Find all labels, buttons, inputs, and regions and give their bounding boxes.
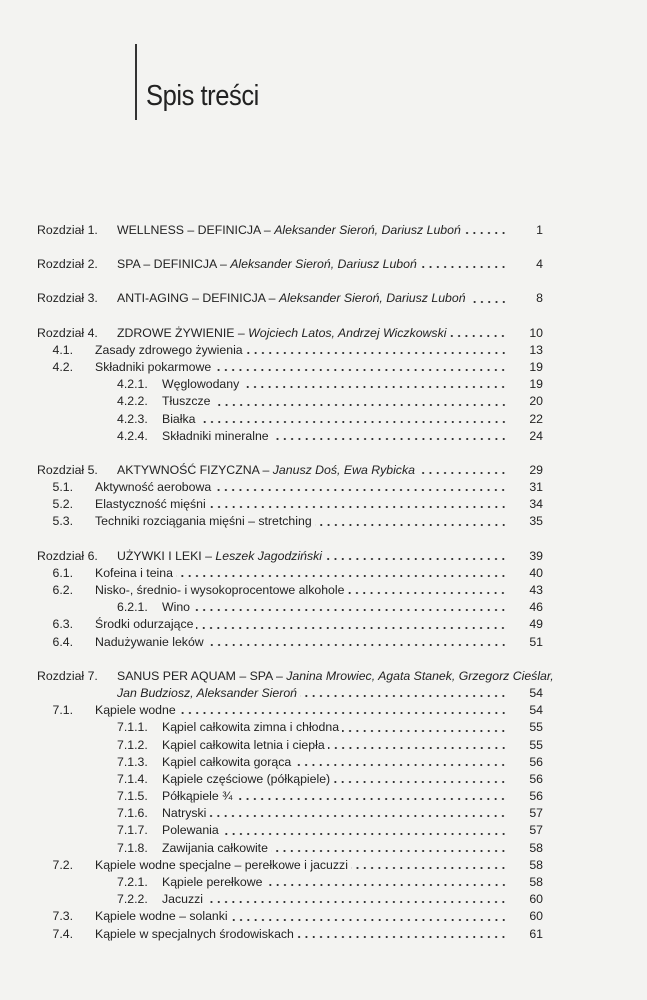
toc-chapter-entry (37, 325, 543, 342)
page-number: 40 (529, 565, 543, 580)
toc-subsection-entry (37, 376, 543, 393)
page-number: 35 (529, 514, 543, 529)
toc-subsection-entry (37, 805, 543, 822)
page-number: 55 (529, 737, 543, 752)
entry-title-text: Zawijania całkowite (162, 840, 268, 855)
section-number: 4.1. (52, 342, 73, 357)
toc-entry (37, 496, 543, 513)
dot-leader (231, 918, 507, 922)
entry-authors: Jan Budziosz, Aleksander Sieroń (117, 685, 297, 700)
entry-title-text: Środki odurzające (95, 617, 194, 632)
toc-entry (37, 908, 543, 925)
toc-subsection-entry (37, 411, 543, 428)
toc-subsection-entry (37, 428, 543, 445)
toc-subsection-entry (37, 754, 543, 771)
page-number: 56 (529, 771, 543, 786)
entry-title-text: Aktywność aerobowa (95, 480, 212, 495)
entry-title (95, 496, 206, 513)
section-number: 5.1. (52, 480, 73, 495)
section-number: 7.4. (52, 926, 73, 941)
dot-leader (418, 471, 507, 475)
subsection-number: 7.1.6. (117, 806, 148, 821)
entry-title-text: Nadużywanie leków (95, 634, 204, 649)
section-number: 5.3. (52, 514, 73, 529)
entry-title (162, 411, 196, 428)
entry-title-text: Polewania (162, 823, 219, 838)
toc-chapter-entry (37, 668, 554, 685)
section-number: 6.2. (52, 583, 73, 597)
dot-leader (214, 368, 507, 372)
dot-leader (214, 403, 507, 407)
entry-title (162, 891, 203, 908)
page-number: 19 (529, 359, 543, 374)
dot-leader (272, 437, 507, 441)
page-number: 58 (529, 840, 543, 855)
subsection-number: 4.2.3. (117, 411, 148, 426)
page-number: 54 (529, 685, 543, 700)
entry-title-text: SANUS PER AQUAM – SPA – (117, 668, 287, 683)
page-number: 57 (529, 806, 543, 821)
toc-entry (37, 342, 543, 359)
entry-title (162, 393, 211, 410)
subsection-number: 6.2.1. (117, 600, 148, 615)
page-number: 43 (529, 583, 543, 597)
section-number: 6.4. (52, 634, 73, 649)
page-number: 60 (529, 909, 543, 924)
toc-entry (37, 582, 543, 599)
entry-title-text: SPA – DEFINICJA – (117, 257, 231, 272)
page-number: 39 (529, 548, 543, 563)
page-number: 4 (536, 257, 543, 272)
toc-entry (37, 685, 543, 702)
dot-leader (235, 797, 507, 801)
page-number: 60 (529, 892, 543, 907)
subsection-number: 7.2.1. (117, 875, 148, 889)
page-number: 29 (529, 462, 543, 477)
entry-title-text: Białka (162, 411, 196, 426)
page-number: 57 (529, 823, 543, 838)
entry-title-text: WELLNESS – DEFINICJA – (117, 223, 275, 237)
entry-title-text: Węglowodany (162, 377, 240, 392)
toc-entry (37, 702, 543, 719)
section-number: 7.2. (52, 857, 73, 872)
page-number: 46 (529, 600, 543, 615)
toc-subsection-entry (37, 788, 543, 805)
dot-leader (351, 866, 507, 870)
entry-title (95, 857, 348, 874)
entry-title (162, 719, 339, 736)
page-number: 20 (529, 394, 543, 409)
dot-leader (196, 626, 507, 630)
subsection-number: 7.1.4. (117, 771, 148, 786)
page-number: 58 (529, 875, 543, 889)
chapter-label: Rozdział 3. (37, 291, 98, 306)
chapter-label: Rozdział 2. (37, 257, 98, 272)
entry-authors: Wojciech Latos, Andrzej Wiczkowski (248, 325, 447, 340)
page-number: 13 (529, 342, 543, 357)
chapter-label: Rozdział 5. (37, 462, 98, 477)
page-number: 51 (529, 634, 543, 649)
entry-title-text: Kofeina i teina (95, 565, 173, 580)
dot-leader (222, 832, 507, 836)
page-number: 31 (529, 480, 543, 495)
dot-leader (449, 334, 507, 338)
dot-leader (347, 591, 507, 595)
entry-title (117, 548, 322, 565)
page-number: 61 (529, 926, 543, 941)
entry-title (117, 256, 417, 273)
page-number: 22 (529, 411, 543, 426)
entry-title-text: Kąpiele wodne – solanki (95, 909, 228, 924)
entry-title (95, 616, 193, 633)
entry-title-text: Wino (162, 600, 191, 615)
entry-title (117, 222, 461, 239)
subsection-number: 4.2.4. (117, 428, 148, 443)
entry-title (162, 737, 325, 754)
dot-leader (297, 935, 507, 939)
entry-title-text: Kąpiele częściowe (półkąpiele) (162, 771, 331, 786)
entry-title-text: Techniki rozciągania mięśni – stretching (95, 514, 312, 529)
chapter-label: Rozdział 1. (37, 223, 98, 237)
dot-leader (193, 608, 507, 612)
toc-subsection-entry (37, 840, 543, 857)
page-number: 24 (529, 428, 543, 443)
entry-title-text: Kąpiele wodne specjalne – perełkowe i jacuzzi (95, 857, 348, 872)
subsection-number: 7.1.1. (117, 720, 148, 735)
entry-title (117, 290, 466, 307)
toc-subsection-entry (37, 737, 543, 754)
toc-chapter-entry (37, 222, 543, 239)
dot-leader (176, 574, 507, 578)
entry-title-text: Tłuszcze (162, 394, 211, 409)
page-number: 54 (529, 703, 543, 718)
entry-authors: Aleksander Sieroń, Dariusz Luboń (230, 257, 417, 272)
section-number: 7.1. (52, 703, 73, 718)
subsection-number: 7.1.7. (117, 823, 148, 838)
entry-authors: Leszek Jagodziński (215, 548, 323, 563)
toc-subsection-entry (37, 719, 543, 736)
section-number: 6.3. (52, 617, 73, 632)
dot-leader (242, 385, 507, 389)
entry-authors: Aleksander Sieroń, Dariusz Luboń (278, 291, 466, 306)
entry-authors: Janusz Doś, Ewa Rybicka (272, 462, 415, 477)
entry-title (162, 805, 206, 822)
page-number: 56 (529, 789, 543, 804)
toc-subsection-entry (37, 771, 543, 788)
page-number: 49 (529, 617, 543, 632)
entry-title (95, 702, 176, 719)
chapter-label: Rozdział 4. (37, 325, 98, 340)
page-title: Spis treści (146, 80, 259, 112)
dot-leader (271, 849, 507, 853)
toc-chapter-entry (37, 548, 543, 565)
page-number: 58 (529, 857, 543, 872)
chapter-label: Rozdział 7. (37, 668, 98, 683)
dot-leader (209, 814, 507, 818)
entry-title (95, 342, 243, 359)
entry-title-text: Zasady zdrowego żywienia (95, 342, 243, 357)
entry-title (95, 513, 312, 530)
subsection-number: 7.2.2. (117, 892, 148, 907)
page-number: 10 (529, 325, 543, 340)
entry-title (95, 565, 173, 582)
entry-title (95, 582, 344, 599)
entry-title-text: Składniki pokarmowe (95, 359, 212, 374)
toc-entry (37, 857, 543, 874)
dot-leader (464, 231, 507, 235)
entry-title (162, 840, 268, 857)
entry-title (95, 926, 294, 943)
entry-title-text: Natryski (162, 806, 207, 821)
entry-title-text: Kąpiele w specjalnych środowiskach (95, 926, 294, 941)
entry-authors: Aleksander Sieroń, Dariusz Luboń (274, 223, 461, 237)
dot-leader (179, 711, 507, 715)
dot-leader (246, 351, 507, 355)
entry-title-text: ZDROWE ŻYWIENIE – (117, 325, 249, 340)
entry-title (162, 376, 239, 393)
dot-leader (469, 300, 507, 304)
toc-chapter-entry (37, 256, 543, 273)
entry-title (95, 634, 204, 651)
section-number: 4.2. (52, 359, 73, 374)
chapter-label: Rozdział 6. (37, 548, 98, 563)
page-number: 8 (536, 291, 543, 306)
entry-title-text: Kąpiel całkowita gorąca (162, 754, 292, 769)
section-number: 5.2. (52, 497, 73, 512)
toc-subsection-entry (37, 822, 543, 839)
entry-title (95, 359, 211, 376)
entry-title (117, 462, 415, 479)
entry-title (117, 685, 297, 702)
entry-title (162, 822, 219, 839)
dot-leader (333, 780, 507, 784)
subsection-number: 4.2.1. (117, 377, 148, 392)
toc-entry (37, 513, 543, 530)
section-number: 6.1. (52, 565, 73, 580)
toc-entry (37, 479, 543, 496)
section-number: 7.3. (52, 909, 73, 924)
page-number: 19 (529, 377, 543, 392)
subsection-number: 7.1.8. (117, 840, 148, 855)
toc-entry (37, 565, 543, 582)
entry-title-text: Kąpiel całkowita zimna i chłodna (162, 720, 340, 735)
page-number: 55 (529, 720, 543, 735)
dot-leader (328, 746, 507, 750)
entry-title-text: Jacuzzi (162, 892, 204, 907)
entry-title-text: Kąpiele perełkowe (162, 875, 263, 889)
entry-authors: Janina Mrowiec, Agata Stanek, Grzegorz Cieślar, (286, 668, 554, 683)
dot-leader (206, 900, 507, 904)
toc-subsection-entry (37, 874, 543, 891)
entry-title (162, 599, 190, 616)
entry-title-text: Półkąpiele ¾ (162, 789, 233, 804)
entry-title (162, 874, 263, 891)
entry-title (117, 668, 554, 685)
entry-title (162, 754, 291, 771)
toc-entry (37, 359, 543, 376)
entry-title (162, 771, 330, 788)
entry-title (162, 788, 232, 805)
toc-entry (37, 616, 543, 633)
entry-title-text: ANTI-AGING – DEFINICJA – (117, 291, 279, 306)
page-number: 34 (529, 497, 543, 512)
subsection-number: 7.1.3. (117, 754, 148, 769)
entry-title-text: Kąpiel całkowita letnia i ciepła (162, 737, 325, 752)
dot-leader (199, 420, 508, 424)
toc-subsection-entry (37, 891, 543, 908)
toc-entry (37, 926, 543, 943)
entry-title-text: Kąpiele wodne (95, 703, 176, 718)
entry-title-text: Nisko-, średnio- i wysokoprocentowe alkohole (95, 583, 345, 597)
dot-leader (209, 505, 507, 509)
dot-leader (342, 729, 507, 733)
entry-title-text: UŻYWKI I LEKI – (117, 548, 216, 563)
dot-leader (325, 557, 507, 561)
table-of-contents (37, 222, 554, 943)
toc-subsection-entry (37, 393, 543, 410)
entry-title (95, 908, 228, 925)
dot-leader (207, 643, 507, 647)
page-number: 1 (536, 223, 543, 237)
subsection-number: 7.1.2. (117, 737, 148, 752)
entry-title-text: Elastyczność mięśni (95, 497, 206, 512)
subsection-number: 7.1.5. (117, 789, 148, 804)
toc-subsection-entry (37, 599, 543, 616)
toc-chapter-entry (37, 462, 543, 479)
entry-title (117, 325, 446, 342)
entry-title (162, 428, 269, 445)
toc-entry (37, 634, 543, 651)
dot-leader (214, 488, 507, 492)
page-number: 56 (529, 754, 543, 769)
entry-title (95, 479, 211, 496)
dot-leader (300, 694, 507, 698)
subsection-number: 4.2.2. (117, 394, 148, 409)
dot-leader (294, 763, 507, 767)
dot-leader (266, 883, 508, 887)
entry-title-text: AKTYWNOŚĆ FIZYCZNA – (117, 462, 273, 477)
entry-title-text: Składniki mineralne (162, 428, 269, 443)
decorative-vertical-rule (135, 44, 137, 120)
dot-leader (315, 523, 507, 527)
dot-leader (420, 265, 507, 269)
toc-chapter-entry (37, 290, 543, 307)
